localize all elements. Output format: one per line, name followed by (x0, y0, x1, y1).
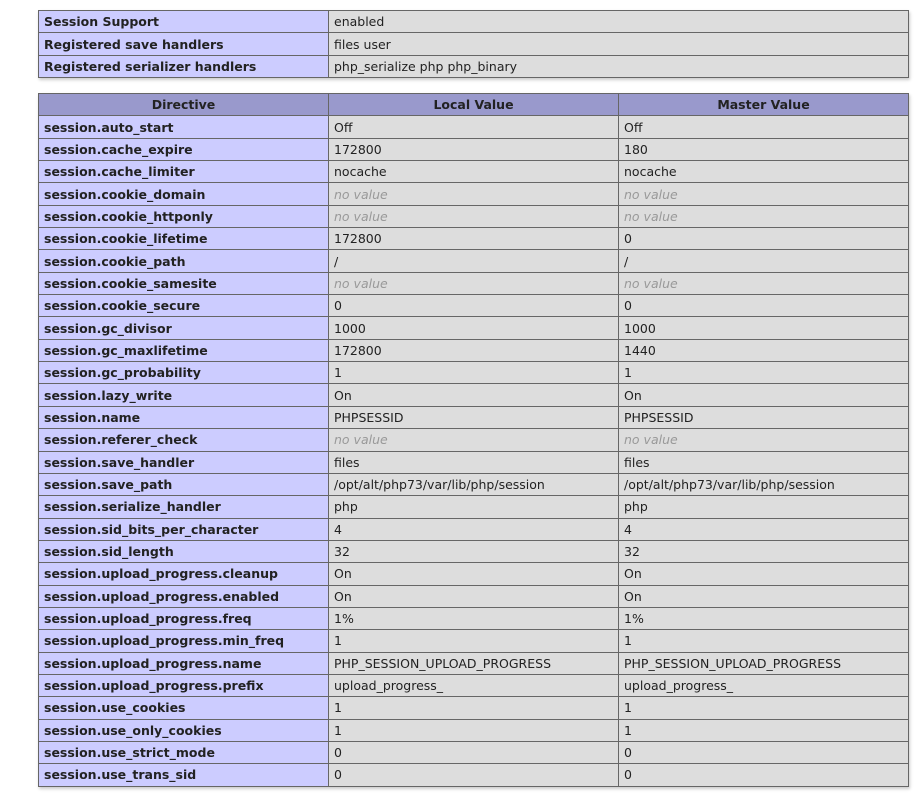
directive-master-no-value: no value (624, 432, 678, 448)
directive-local-value: 1 (329, 697, 619, 719)
directive-local-value: 172800 (329, 339, 619, 361)
directives-body (39, 116, 909, 786)
directive-master-value: upload_progress_ (619, 674, 909, 696)
directive-master-value: PHPSESSID (619, 406, 909, 428)
directive-name: session.use_trans_sid (39, 764, 329, 786)
directive-master-value-cell (619, 272, 909, 294)
directive-master-value-cell (619, 183, 909, 205)
directive-local-value: nocache (329, 161, 619, 183)
directive-row (39, 384, 909, 406)
directive-name: session.cookie_domain (39, 183, 329, 205)
directive-row (39, 339, 909, 361)
directive-row (39, 161, 909, 183)
directive-local-value-cell (329, 272, 619, 294)
directive-local-value: On (329, 563, 619, 585)
directive-local-no-value: no value (334, 432, 388, 448)
directive-name: session.upload_progress.enabled (39, 585, 329, 607)
directive-name: session.cache_expire (39, 138, 329, 160)
directive-master-value: 180 (619, 138, 909, 160)
directive-row (39, 228, 909, 250)
directive-local-value: php (329, 496, 619, 518)
support-value: enabled (329, 11, 909, 33)
directive-row (39, 473, 909, 495)
directive-master-value: PHP_SESSION_UPLOAD_PROGRESS (619, 652, 909, 674)
directive-row (39, 205, 909, 227)
directive-local-value: / (329, 250, 619, 272)
directive-local-value-cell (329, 183, 619, 205)
directive-name: session.auto_start (39, 116, 329, 138)
directive-local-value: 1% (329, 607, 619, 629)
directive-name: session.gc_divisor (39, 317, 329, 339)
directive-master-value: 1000 (619, 317, 909, 339)
directive-master-value: / (619, 250, 909, 272)
directive-local-value: 172800 (329, 138, 619, 160)
directive-master-value: 1440 (619, 339, 909, 361)
directive-name: session.use_cookies (39, 697, 329, 719)
directive-master-value: 1% (619, 607, 909, 629)
directive-master-value: 32 (619, 540, 909, 562)
directive-row (39, 764, 909, 786)
directive-row (39, 607, 909, 629)
directive-master-value: php (619, 496, 909, 518)
directive-master-value: 1 (619, 719, 909, 741)
directive-name: session.sid_length (39, 540, 329, 562)
directive-master-value: On (619, 563, 909, 585)
directive-master-value: 4 (619, 518, 909, 540)
support-value: files user (329, 33, 909, 55)
support-row (39, 11, 909, 33)
directive-master-value-cell (619, 205, 909, 227)
directive-master-value: 1 (619, 362, 909, 384)
directive-master-value: 0 (619, 295, 909, 317)
directive-master-value: /opt/alt/php73/var/lib/php/session (619, 473, 909, 495)
directive-row (39, 674, 909, 696)
directive-name: session.cache_limiter (39, 161, 329, 183)
directive-name: session.use_only_cookies (39, 719, 329, 741)
directive-local-value: On (329, 585, 619, 607)
directive-name: session.upload_progress.prefix (39, 674, 329, 696)
directive-name: session.upload_progress.freq (39, 607, 329, 629)
directive-row (39, 250, 909, 272)
directive-row (39, 317, 909, 339)
directive-name: session.cookie_httponly (39, 205, 329, 227)
directive-row (39, 585, 909, 607)
directive-local-value: PHP_SESSION_UPLOAD_PROGRESS (329, 652, 619, 674)
directive-row (39, 719, 909, 741)
directive-row (39, 652, 909, 674)
directive-local-value: On (329, 384, 619, 406)
directive-master-value: files (619, 451, 909, 473)
directive-name: session.save_handler (39, 451, 329, 473)
directive-row (39, 630, 909, 652)
directive-row (39, 496, 909, 518)
directive-local-no-value: no value (334, 275, 388, 291)
directive-master-no-value: no value (624, 186, 678, 202)
directive-row (39, 295, 909, 317)
directive-name: session.upload_progress.name (39, 652, 329, 674)
session-directives-table (38, 93, 909, 787)
directive-local-value: Off (329, 116, 619, 138)
directive-local-value-cell (329, 429, 619, 451)
session-support-table (38, 10, 909, 78)
support-value: php_serialize php php_binary (329, 55, 909, 77)
directive-name: session.cookie_secure (39, 295, 329, 317)
directive-master-no-value: no value (624, 275, 678, 291)
directive-row (39, 272, 909, 294)
directive-local-value: 1 (329, 362, 619, 384)
local-value-column-header: Local Value (329, 94, 619, 116)
directive-row (39, 362, 909, 384)
directive-row (39, 183, 909, 205)
support-row (39, 33, 909, 55)
directive-local-value: 32 (329, 540, 619, 562)
directive-name: session.gc_maxlifetime (39, 339, 329, 361)
directive-local-value: files (329, 451, 619, 473)
directive-row (39, 429, 909, 451)
directive-row (39, 563, 909, 585)
directive-master-value: 1 (619, 697, 909, 719)
directive-name: session.cookie_samesite (39, 272, 329, 294)
directive-master-no-value: no value (624, 208, 678, 224)
directive-local-value: 1 (329, 719, 619, 741)
directive-local-value: 0 (329, 295, 619, 317)
directive-local-value: 1000 (329, 317, 619, 339)
directive-local-no-value: no value (334, 208, 388, 224)
directive-master-value: 0 (619, 741, 909, 763)
directive-row (39, 697, 909, 719)
directive-local-value: 0 (329, 741, 619, 763)
directive-master-value: 0 (619, 764, 909, 786)
directive-name: session.upload_progress.min_freq (39, 630, 329, 652)
directive-row (39, 116, 909, 138)
session-support-body (39, 11, 909, 78)
directive-master-value: 1 (619, 630, 909, 652)
directive-local-value: 172800 (329, 228, 619, 250)
directive-row (39, 741, 909, 763)
directive-name: session.save_path (39, 473, 329, 495)
directive-local-value: PHPSESSID (329, 406, 619, 428)
directive-name: session.use_strict_mode (39, 741, 329, 763)
directive-row (39, 451, 909, 473)
directive-name: session.serialize_handler (39, 496, 329, 518)
directive-name: session.name (39, 406, 329, 428)
directives-header-row (39, 94, 909, 116)
directive-row (39, 138, 909, 160)
directive-local-value: 1 (329, 630, 619, 652)
master-value-column-header: Master Value (619, 94, 909, 116)
directive-master-value-cell (619, 429, 909, 451)
directive-column-header: Directive (39, 94, 329, 116)
directive-row (39, 540, 909, 562)
directive-master-value: nocache (619, 161, 909, 183)
directive-row (39, 406, 909, 428)
directive-name: session.sid_bits_per_character (39, 518, 329, 540)
support-label: Session Support (39, 11, 329, 33)
directive-name: session.gc_probability (39, 362, 329, 384)
support-label: Registered serializer handlers (39, 55, 329, 77)
directive-name: session.upload_progress.cleanup (39, 563, 329, 585)
directive-name: session.cookie_path (39, 250, 329, 272)
directive-row (39, 518, 909, 540)
directive-local-value: upload_progress_ (329, 674, 619, 696)
directive-master-value: 0 (619, 228, 909, 250)
directive-local-value: 0 (329, 764, 619, 786)
directive-name: session.lazy_write (39, 384, 329, 406)
directive-local-value-cell (329, 205, 619, 227)
directive-local-value: 4 (329, 518, 619, 540)
directive-master-value: Off (619, 116, 909, 138)
directive-local-value: /opt/alt/php73/var/lib/php/session (329, 473, 619, 495)
support-row (39, 55, 909, 77)
directive-name: session.cookie_lifetime (39, 228, 329, 250)
directive-name: session.referer_check (39, 429, 329, 451)
directive-master-value: On (619, 384, 909, 406)
support-label: Registered save handlers (39, 33, 329, 55)
directive-local-no-value: no value (334, 186, 388, 202)
directive-master-value: On (619, 585, 909, 607)
